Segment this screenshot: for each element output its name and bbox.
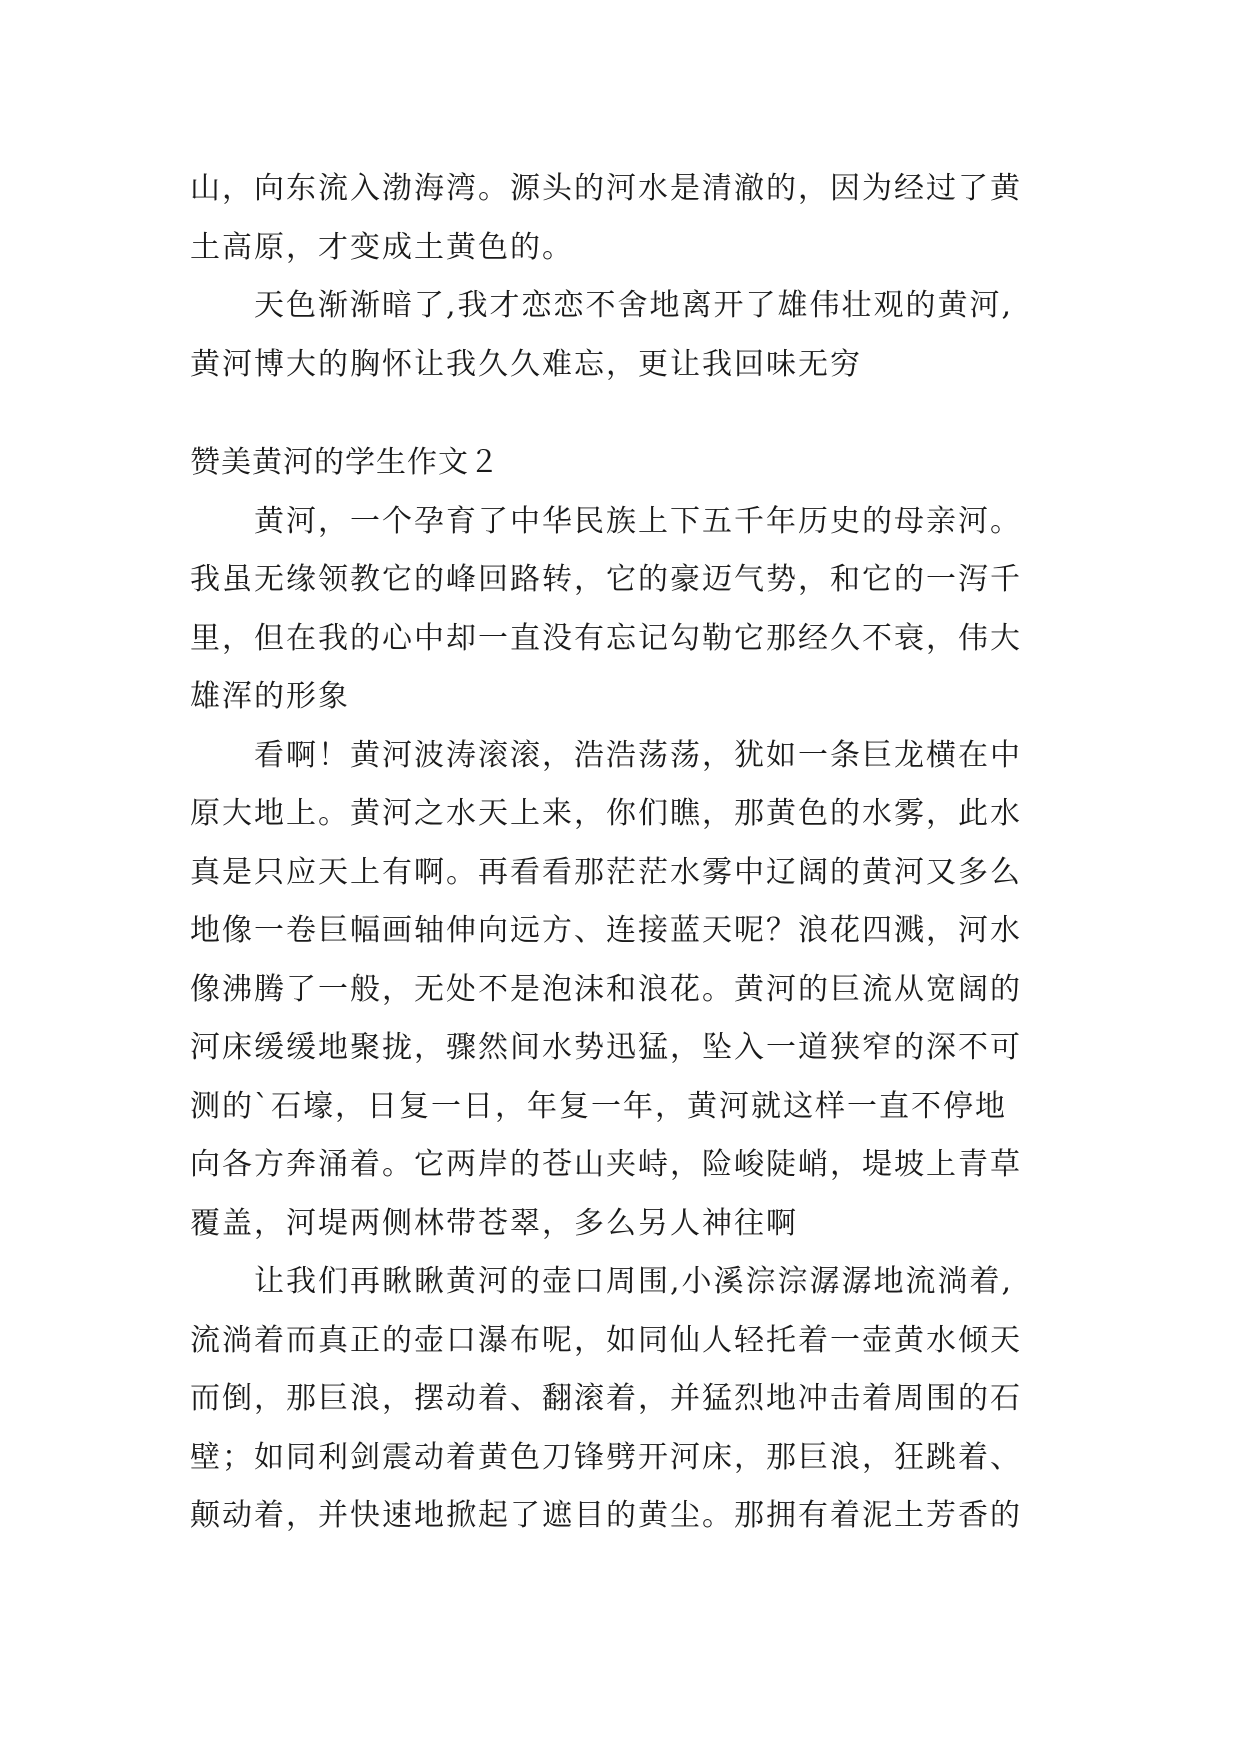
text-line: 土高原，才变成土黄色的。 [190, 229, 574, 265]
section-title: 赞美黄河的学生作文２ [190, 445, 500, 480]
text-line: 颠动着，并快速地掀起了遮目的黄尘。那拥有着泥土芳香的 [190, 1498, 1022, 1533]
text-line: 天色渐渐暗了,我才恋恋不舍地离开了雄伟壮观的黄河, [190, 288, 1014, 323]
text-line: 山，向东流入渤海湾。源头的河水是清澈的，因为经过了黄 [190, 171, 1022, 206]
document-body [190, 160, 1090, 1546]
text-line: 原大地上。黄河之水天上来，你们瞧，那黄色的水雾，此水 [190, 796, 1022, 831]
text-line: 让我们再瞅瞅黄河的壶口周围,小溪淙淙潺潺地流淌着, [190, 1264, 1014, 1299]
text-line: 河床缓缓地聚拢，骤然间水势迅猛，坠入一道狭窄的深不可 [190, 1030, 1022, 1065]
section-gap [190, 394, 1090, 434]
text-line: 雄浑的形象 [190, 679, 350, 714]
text-line: 真是只应天上有啊。再看看那茫茫水雾中辽阔的黄河又多么 [190, 854, 1022, 890]
text-line: 地像一卷巨幅画轴伸向远方、连接蓝天呢？浪花四溅，河水 [190, 913, 1022, 948]
text-line: 覆盖，河堤两侧林带苍翠，多么另人神往啊 [190, 1205, 798, 1241]
text-line: 黄河博大的胸怀让我久久难忘，更让我回味无穷 [190, 346, 862, 382]
text-line: 向各方奔涌着。它两岸的苍山夹峙，险峻陡峭，堤坡上青草 [190, 1147, 1022, 1182]
text-line: 测的`石壕，日复一日，年复一年，黄河就这样一直不停地 [190, 1088, 1007, 1124]
text-line: 看啊！黄河波涛滚滚，浩浩荡荡，犹如一条巨龙横在中 [190, 737, 1022, 773]
text-line: 而倒，那巨浪，摆动着、翻滚着，并猛烈地冲击着周围的石 [190, 1381, 1022, 1416]
text-line: 黄河，一个孕育了中华民族上下五千年历史的母亲河。 [190, 503, 1022, 539]
text-line: 流淌着而真正的壶口瀑布呢，如同仙人轻托着一壶黄水倾天 [190, 1322, 1022, 1358]
text-line: 像沸腾了一般，无处不是泡沫和浪花。黄河的巨流从宽阔的 [190, 971, 1022, 1007]
text-line: 壁；如同利剑震动着黄色刀锋劈开河床，那巨浪，狂跳着、 [190, 1439, 1022, 1475]
text-line: 里，但在我的心中却一直没有忘记勾勒它那经久不衰，伟大 [190, 620, 1022, 656]
text-line: 我虽无缘领教它的峰回路转，它的豪迈气势，和它的一泻千 [190, 562, 1022, 597]
